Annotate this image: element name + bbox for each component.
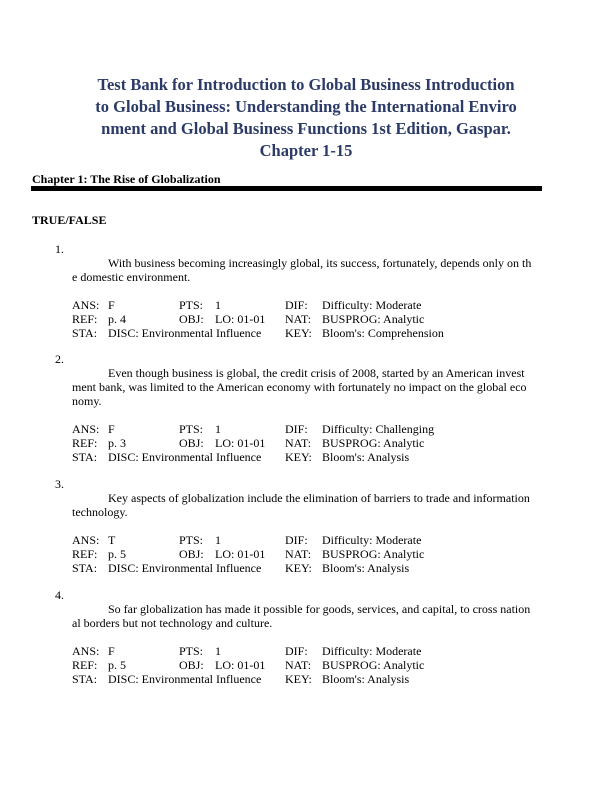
question-number: 2. <box>55 352 64 366</box>
document-title <box>60 74 552 162</box>
metadata-value: 1 <box>215 644 221 658</box>
question-text <box>72 491 540 519</box>
metadata-value: 1 <box>215 298 221 312</box>
metadata-label: NAT: <box>285 436 312 450</box>
metadata-value: Difficulty: Moderate <box>322 298 422 312</box>
title-line: Chapter 1-15 <box>259 141 353 160</box>
question-text-line: Even though business is global, the credit crisis of 2008, started by an American invest <box>108 366 525 380</box>
metadata-label: DIF: <box>285 422 308 436</box>
metadata-label: DIF: <box>285 298 308 312</box>
title-line: Test Bank for Introduction to Global Business Introduction <box>97 75 515 94</box>
answer-metadata <box>72 298 542 340</box>
metadata-label: DIF: <box>285 644 308 658</box>
question-number: 1. <box>55 242 64 256</box>
metadata-value: DISC: Environmental Influence <box>108 561 262 575</box>
metadata-row <box>72 436 542 450</box>
metadata-value: Difficulty: Challenging <box>322 422 435 436</box>
metadata-row <box>72 450 542 464</box>
metadata-label: OBJ: <box>179 547 204 561</box>
metadata-label: REF: <box>72 312 98 326</box>
metadata-label: ANS: <box>72 298 100 312</box>
metadata-value: p. 3 <box>108 436 126 450</box>
metadata-value: Bloom's: Analysis <box>322 672 410 686</box>
question-number: 3. <box>55 477 64 491</box>
metadata-label: KEY: <box>285 672 312 686</box>
question-number: 4. <box>55 588 64 602</box>
metadata-row <box>72 658 542 672</box>
question-text-line: ment bank, was limited to the American economy with fortunately no impact on the global eco <box>72 380 527 394</box>
answer-metadata <box>72 533 542 575</box>
metadata-label: NAT: <box>285 658 312 672</box>
metadata-label: ANS: <box>72 533 100 547</box>
metadata-value: LO: 01-01 <box>215 312 266 326</box>
question-text-line: nomy. <box>72 394 102 408</box>
metadata-label: KEY: <box>285 450 312 464</box>
metadata-value: Bloom's: Analysis <box>322 450 410 464</box>
metadata-label: OBJ: <box>179 436 204 450</box>
metadata-value: p. 5 <box>108 658 126 672</box>
metadata-value: LO: 01-01 <box>215 436 266 450</box>
question-text <box>72 602 540 630</box>
metadata-value: F <box>108 644 115 658</box>
metadata-value: BUSPROG: Analytic <box>322 547 425 561</box>
metadata-row <box>72 422 542 436</box>
question-text <box>72 256 540 284</box>
metadata-label: KEY: <box>285 561 312 575</box>
metadata-label: PTS: <box>179 533 204 547</box>
question-text-line: e domestic environment. <box>72 270 191 284</box>
metadata-label: ANS: <box>72 644 100 658</box>
metadata-label: OBJ: <box>179 658 204 672</box>
metadata-row <box>72 547 542 561</box>
title-line: to Global Business: Understanding the International Enviro <box>95 97 517 116</box>
question-text-line: al borders but not technology and culture. <box>72 616 273 630</box>
metadata-value: F <box>108 298 115 312</box>
section-heading: TRUE/FALSE <box>32 213 107 227</box>
metadata-label: KEY: <box>285 326 312 340</box>
metadata-value: LO: 01-01 <box>215 658 266 672</box>
chapter-heading: Chapter 1: The Rise of Globalization <box>32 172 221 186</box>
question-text-line: Key aspects of globalization include the elimination of barriers to trade and information <box>108 491 530 505</box>
metadata-value: F <box>108 422 115 436</box>
metadata-label: REF: <box>72 436 98 450</box>
metadata-value: BUSPROG: Analytic <box>322 312 425 326</box>
metadata-value: DISC: Environmental Influence <box>108 326 262 340</box>
metadata-label: OBJ: <box>179 312 204 326</box>
metadata-row <box>72 672 542 686</box>
heading-rule <box>31 186 542 191</box>
metadata-value: DISC: Environmental Influence <box>108 672 262 686</box>
answer-metadata <box>72 644 542 686</box>
metadata-label: STA: <box>72 561 98 575</box>
metadata-label: NAT: <box>285 547 312 561</box>
metadata-row <box>72 298 542 312</box>
metadata-value: Difficulty: Moderate <box>322 533 422 547</box>
metadata-label: PTS: <box>179 298 204 312</box>
metadata-value: p. 5 <box>108 547 126 561</box>
title-line: nment and Global Business Functions 1st Edition, Gaspar. <box>101 119 511 138</box>
metadata-label: PTS: <box>179 422 204 436</box>
question-text <box>72 366 540 408</box>
metadata-row <box>72 561 542 575</box>
metadata-value: T <box>108 533 116 547</box>
metadata-value: 1 <box>215 533 221 547</box>
metadata-label: NAT: <box>285 312 312 326</box>
metadata-value: Difficulty: Moderate <box>322 644 422 658</box>
metadata-value: BUSPROG: Analytic <box>322 658 425 672</box>
question-text-line: So far globalization has made it possible for goods, services, and capital, to cross nation <box>108 602 531 616</box>
metadata-label: STA: <box>72 326 98 340</box>
metadata-value: BUSPROG: Analytic <box>322 436 425 450</box>
metadata-row <box>72 533 542 547</box>
metadata-value: Bloom's: Comprehension <box>322 326 444 340</box>
metadata-label: ANS: <box>72 422 100 436</box>
metadata-label: DIF: <box>285 533 308 547</box>
metadata-value: p. 4 <box>108 312 126 326</box>
metadata-row <box>72 326 542 340</box>
metadata-label: REF: <box>72 658 98 672</box>
metadata-row <box>72 644 542 658</box>
question-text-line: With business becoming increasingly global, its success, fortunately, depends only on th <box>108 256 532 270</box>
metadata-value: Bloom's: Analysis <box>322 561 410 575</box>
metadata-label: STA: <box>72 672 98 686</box>
metadata-value: DISC: Environmental Influence <box>108 450 262 464</box>
question-text-line: technology. <box>72 505 128 519</box>
metadata-label: STA: <box>72 450 98 464</box>
metadata-label: PTS: <box>179 644 204 658</box>
metadata-value: 1 <box>215 422 221 436</box>
metadata-row <box>72 312 542 326</box>
metadata-value: LO: 01-01 <box>215 547 266 561</box>
answer-metadata <box>72 422 542 464</box>
metadata-label: REF: <box>72 547 98 561</box>
